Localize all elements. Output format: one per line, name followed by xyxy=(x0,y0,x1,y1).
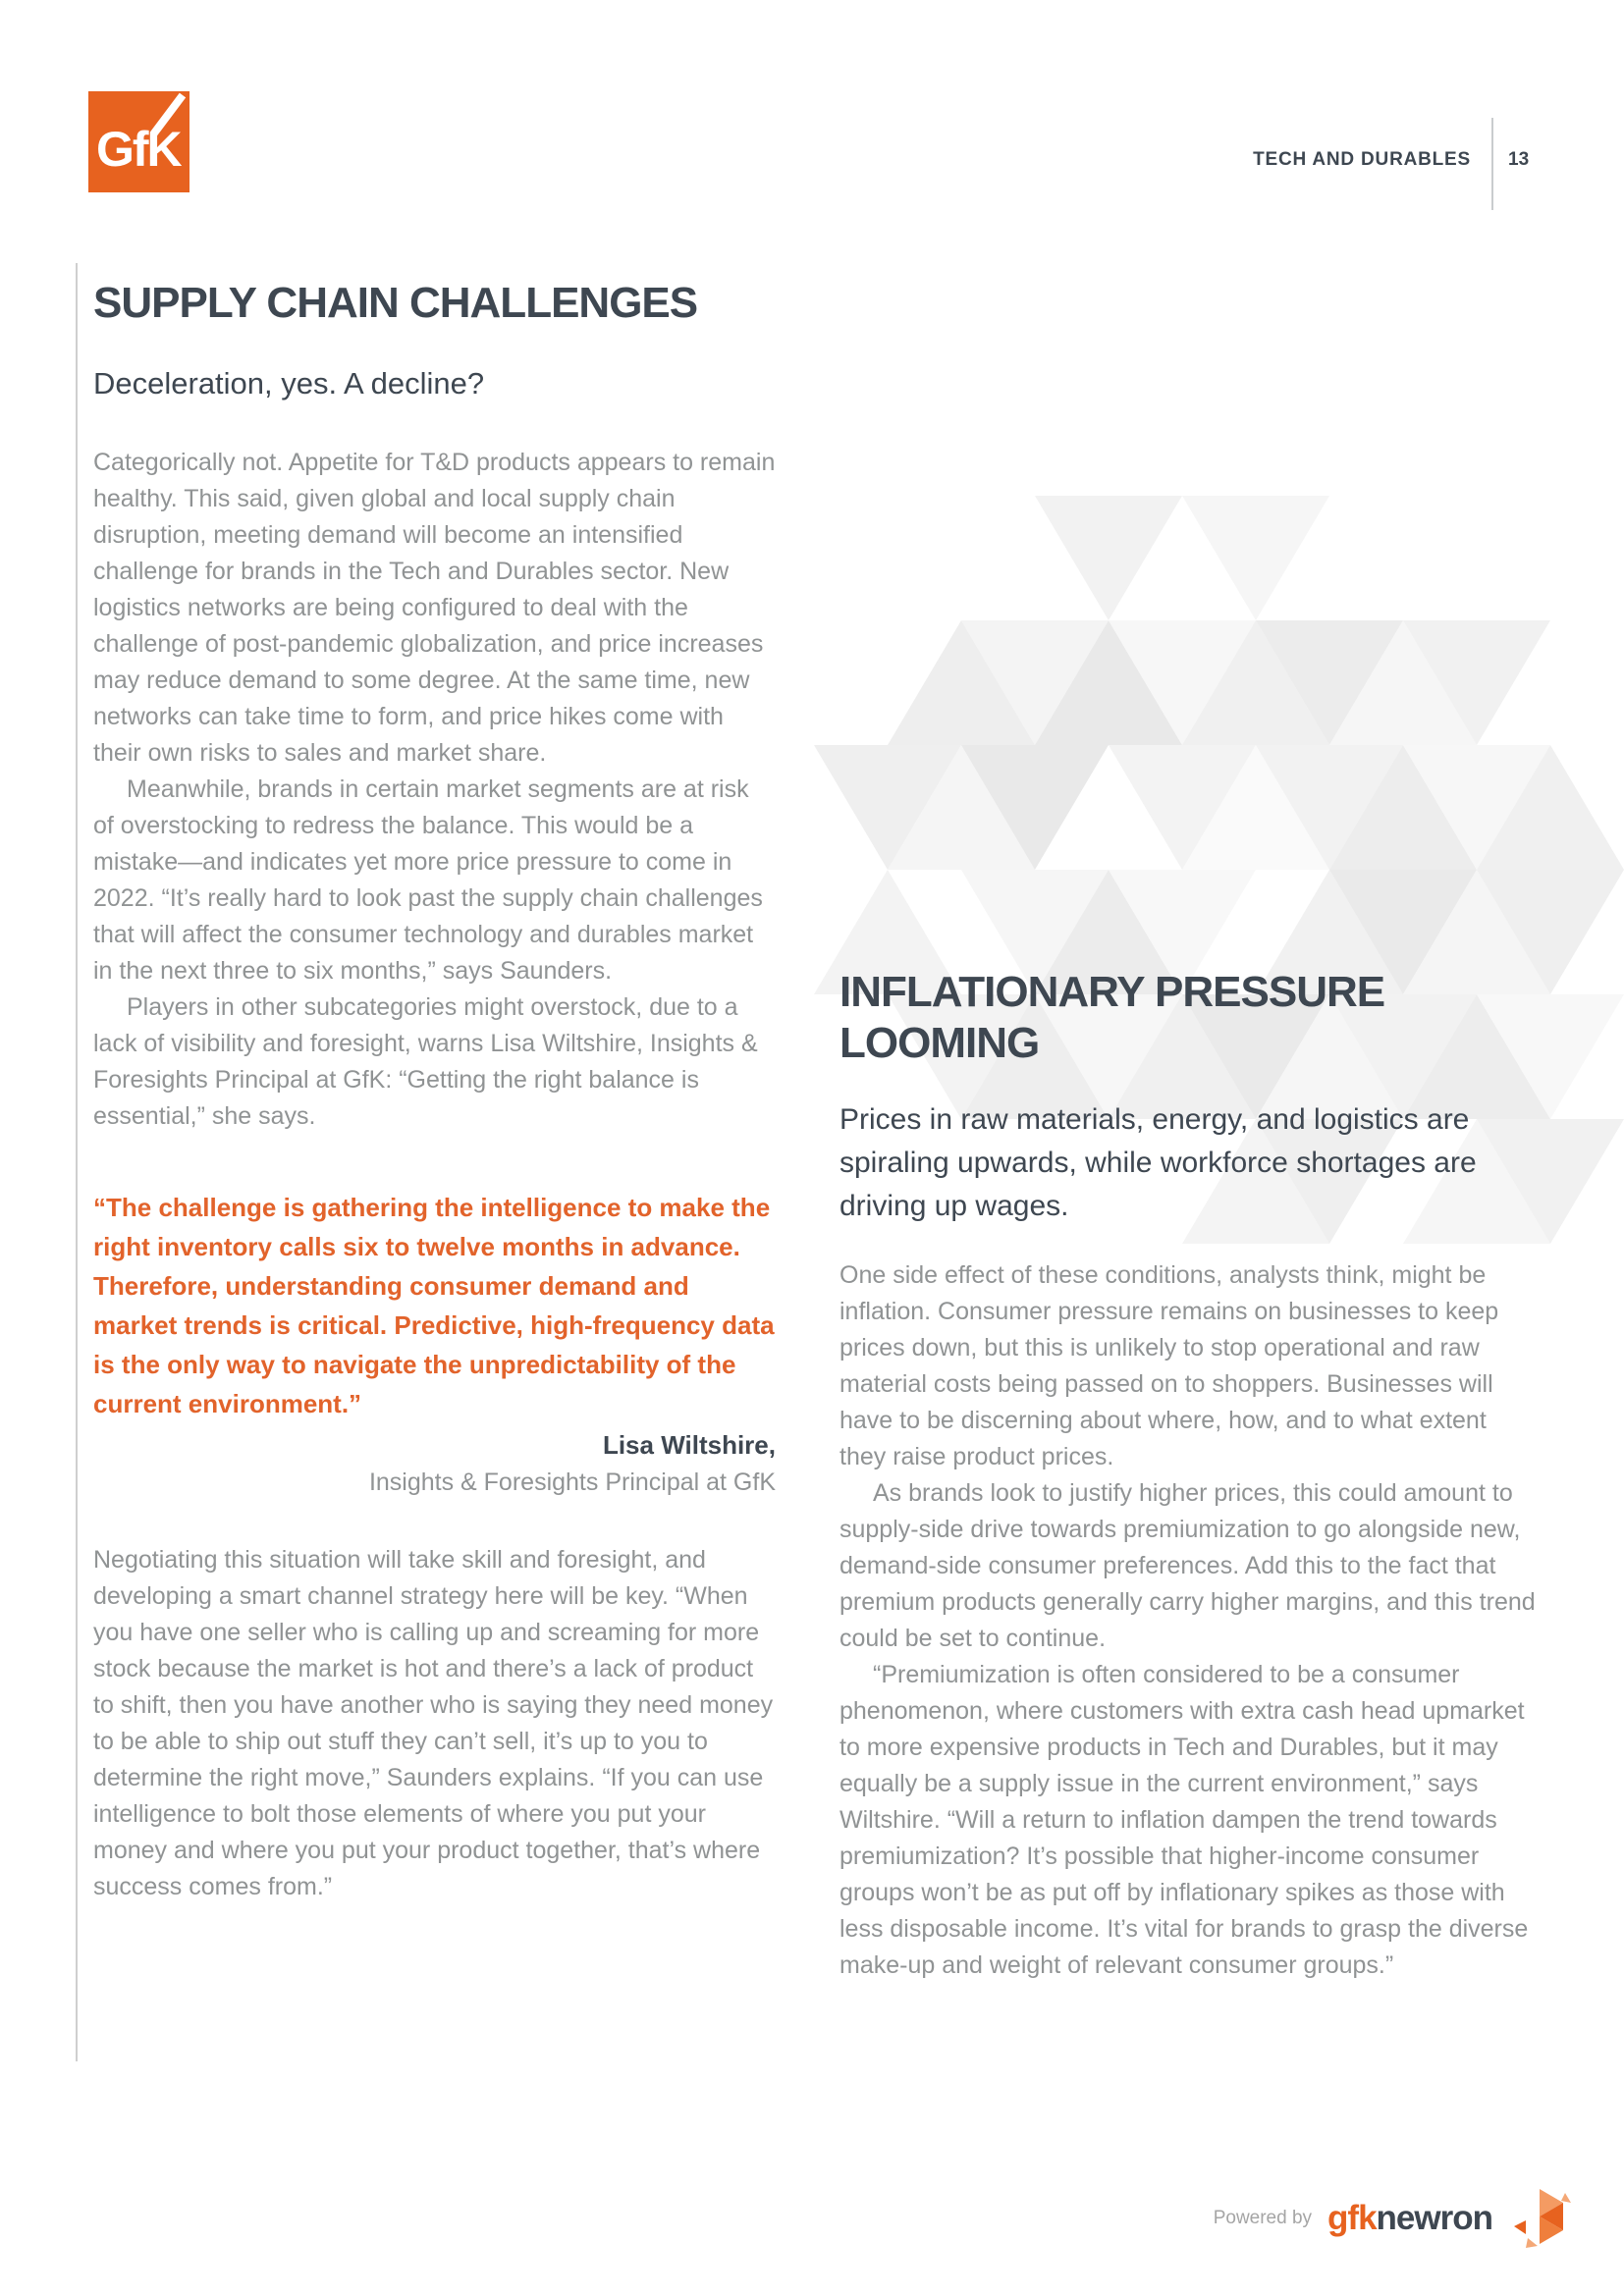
right-article-body xyxy=(839,1257,1539,1984)
gfknewron-logo-mark xyxy=(1508,2187,1571,2250)
right-article-lede: Prices in raw materials, energy, and logistics are spiraling upwards, while workforce shortages are driving up wages. xyxy=(839,1103,1477,1222)
left-article-body xyxy=(93,445,776,1135)
attribution-name: Lisa Wiltshire, xyxy=(602,1430,776,1460)
left-margin-rule xyxy=(76,263,78,2061)
quote-attribution xyxy=(93,1425,776,1501)
header-divider xyxy=(1491,118,1493,210)
left-article xyxy=(93,278,776,1905)
paragraph: One side effect of these conditions, analysts think, might be inflation. Consumer pressure remains on businesses to keep prices down, but this is unlikely to stop operational and raw material costs being passed on to shoppers. Businesses will have to be discerning about where, how, and to what extent they raise product prices. xyxy=(839,1261,1499,1470)
paragraph: Categorically not. Appetite for T&D products appears to remain healthy. This said, given global and local supply chain disruption, meeting demand will become an intensified challenge for brands in the Tech and Durables sector. New logistics networks are being configured to deal with the challenge of post-pandemic globalization, and price increases may reduce demand to some degree. At the same time, new networks can take time to form, and price hikes come with their own risks to sales and market share. xyxy=(93,449,776,767)
gfk-logo xyxy=(88,91,189,192)
paragraph: Players in other subcategories might overstock, due to a lack of visibility and foresight, warns Lisa Wiltshire, Insights & Foresights Principal at GfK: “Getting the right balance is essential,” she says. xyxy=(93,993,758,1130)
left-article-title: SUPPLY CHAIN CHALLENGES xyxy=(93,279,698,327)
gfknewron-wordmark-newron: newron xyxy=(1376,2199,1492,2237)
paragraph: Negotiating this situation will take skill and foresight, and developing a smart channel strategy here will be key. “When you have one seller who is calling up and screaming for more stock because the market is hot and there’s a lack of product to shift, then you have another who is saying they need money to be able to ship out stuff they can’t sell, it’s up to you to determine the right move,” Saunders explains. “If you can use intelligence to bolt those elements of where you put your money and where you put your product together, that’s where success comes from.” xyxy=(93,1546,774,1900)
right-article-title: INFLATIONARY PRESSURE LOOMING xyxy=(839,968,1385,1067)
gfknewron-wordmark xyxy=(1327,2199,1492,2238)
gfknewron-wordmark-gfk: gfk xyxy=(1327,2199,1377,2237)
header-section-label: TECH AND DURABLES xyxy=(1253,149,1471,170)
paragraph: “Premiumization is often considered to be a consumer phenomenon, where customers with extra cash head upmarket to more expensive products in Tech and Durables, but it may equally be a supply issue in the current environment,” says Wiltshire. “Will a return to inflation dampen the trend towards premiumization? It’s possible that higher-income consumer groups won’t be as put off by inflationary spikes as those with less disposable income. It’s vital for brands to grasp the diverse make-up and weight of relevant consumer groups.” xyxy=(839,1661,1529,1979)
powered-by-label: Powered by xyxy=(1213,2208,1313,2228)
left-article-subtitle: Deceleration, yes. A decline? xyxy=(93,366,485,400)
gfk-logo-text: GfK xyxy=(96,122,181,177)
attribution-role: Insights & Foresights Principal at GfK xyxy=(368,1468,776,1496)
pull-quote: “The challenge is gathering the intelligence to make the right inventory calls six to twelve months in advance. Therefore, understanding consumer demand and market trends is critical. Predictive, high-frequency data is the only way to navigate the unpredictability of the current environment.” xyxy=(93,1193,775,1418)
footer xyxy=(1214,2187,1571,2250)
paragraph: As brands look to justify higher prices, this could amount to supply-side drive towards premiumization to go alongside new, demand-side consumer preferences. Add this to the fact that premium products generally carry higher margins, and this trend could be set to continue. xyxy=(839,1479,1536,1652)
paragraph: Meanwhile, brands in certain market segments are at risk of overstocking to redress the balance. This would be a mistake—and indicates yet more price pressure to come in 2022. “It’s really hard to look past the supply chain challenges that will affect the consumer technology and durables market in the next three to six months,” says Saunders. xyxy=(93,775,763,985)
right-article xyxy=(839,967,1539,1984)
page-number: 13 xyxy=(1508,149,1530,170)
